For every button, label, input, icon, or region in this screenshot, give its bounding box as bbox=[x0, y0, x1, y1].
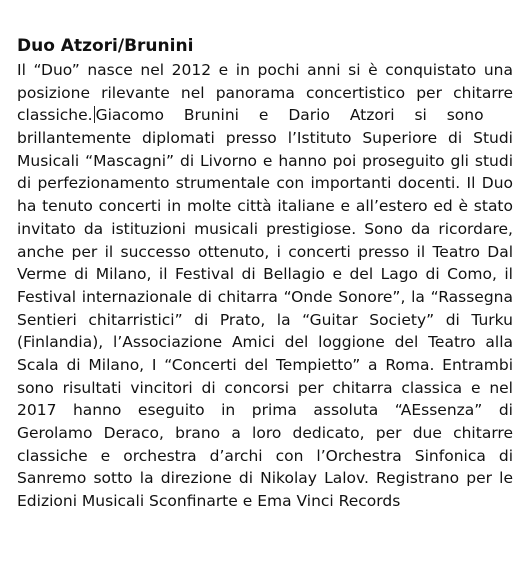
body-line-segment: classiche. bbox=[17, 106, 93, 125]
body-line-segment: Giacomo Brunini e Dario Atzori si sono bbox=[95, 106, 484, 125]
body-line: anche per il successo ottenuto, i concerti presso il Teatro Dal bbox=[17, 242, 513, 261]
body-line: (Finlandia), l’Associazione Amici del loggione del Teatro alla bbox=[17, 333, 513, 352]
document-body bbox=[17, 59, 513, 513]
body-line: Sanremo sotto la direzione di Nikolay Lalov. Registrano per le bbox=[17, 469, 513, 488]
document-page bbox=[17, 34, 513, 513]
body-line: ha tenuto concerti in molte città italiane e all’estero ed è stato bbox=[17, 197, 513, 216]
body-line-last: Edizioni Musicali Sconfinarte e Ema Vinci Records bbox=[17, 492, 401, 511]
body-line: di perfezionamento strumentale con importanti docenti. Il Duo bbox=[17, 174, 513, 193]
body-line: Sentieri chitarristici” di Prato, la “Guitar Society” di Turku bbox=[17, 310, 513, 329]
document-title: Duo Atzori/Brunini bbox=[17, 36, 194, 56]
body-line: Gerolamo Deraco, brano a loro dedicato, per due chitarre bbox=[17, 424, 513, 442]
body-line-with-caret bbox=[17, 104, 513, 127]
body-line: 2017 hanno eseguito in prima assoluta “AEssenza” di bbox=[17, 401, 513, 420]
text-cursor bbox=[94, 106, 95, 123]
body-line: Il “Duo” nasce nel 2012 e in pochi anni si è conquistato una bbox=[17, 61, 513, 79]
body-line: brillantemente diplomati presso l’Istituto Superiore di Studi bbox=[17, 129, 513, 148]
body-line: posizione rilevante nel panorama concertistico per chitarre bbox=[17, 83, 513, 102]
body-line: Scala di Milano, I “Concerti del Tempietto” a Roma. Entrambi bbox=[17, 355, 513, 374]
body-line: Verme di Milano, il Festival di Bellagio e del Lago di Como, il bbox=[17, 265, 513, 284]
body-line: sono risultati vincitori di concorsi per chitarra classica e nel bbox=[17, 378, 513, 397]
body-line: classiche e orchestra d’archi con l’Orchestra Sinfonica di bbox=[17, 446, 513, 465]
body-line: Musicali “Mascagni” di Livorno e hanno poi proseguito gli studi bbox=[17, 151, 513, 170]
body-line: Festival internazionale di chitarra “Onde Sonore”, la “Rassegna bbox=[17, 287, 513, 306]
body-line: invitato da istituzioni musicali prestigiose. Sono da ricordare, bbox=[17, 219, 513, 238]
